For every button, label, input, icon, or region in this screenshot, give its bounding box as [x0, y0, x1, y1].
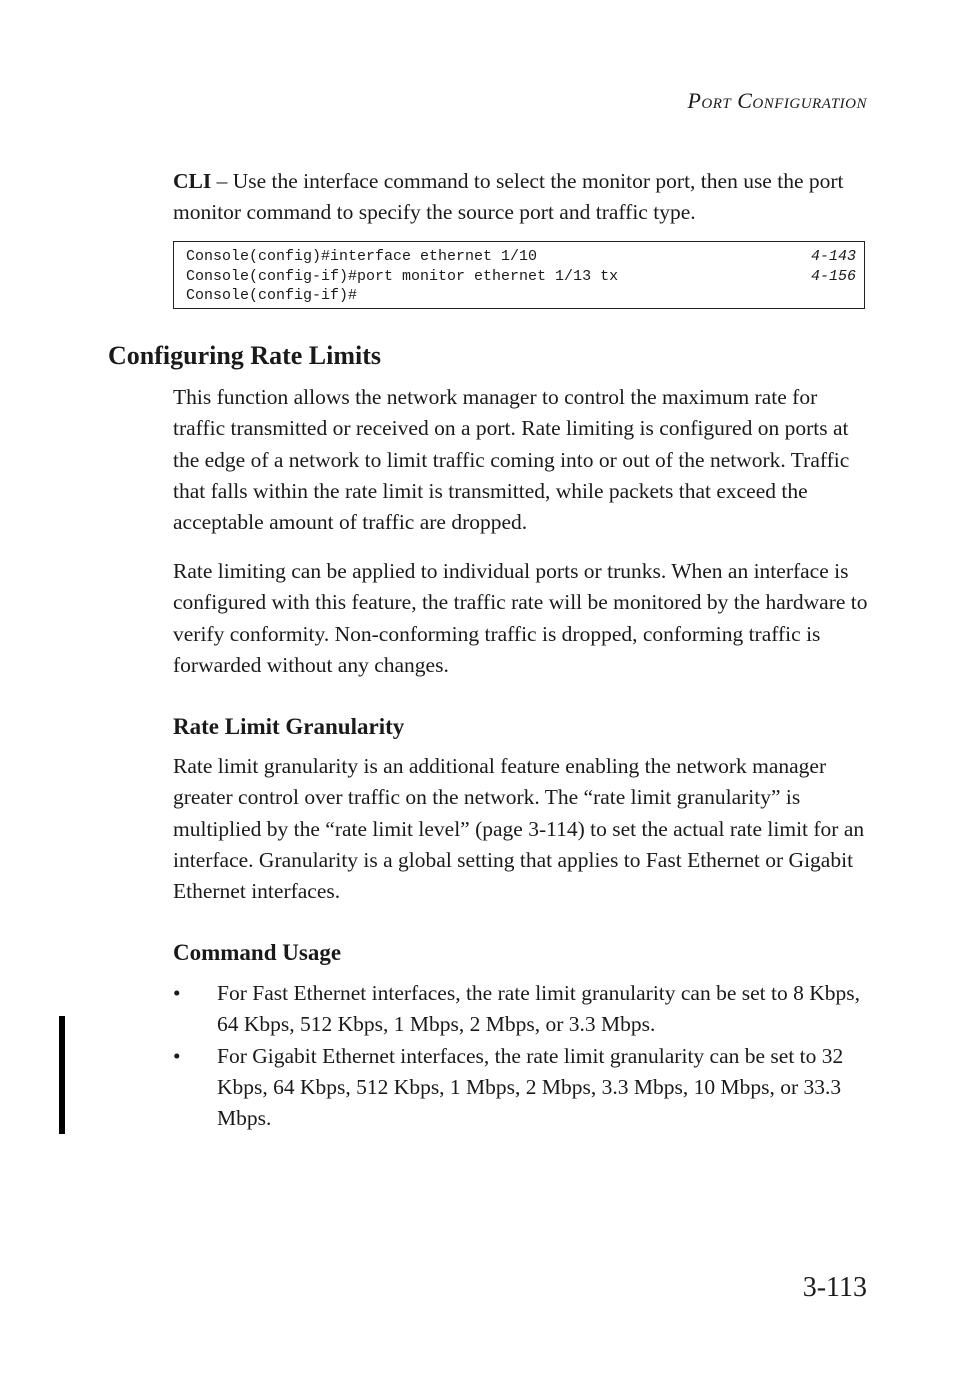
code-block — [173, 241, 865, 309]
granularity-paragraph: Rate limit granularity is an additional feature enabling the network manager greater control over traffic on the network. The “rate limit granularity” is multiplied by the “rate limit level” (page 3-114) to set the actual rate limit for an interface. Granularity is a global setting that applies to Fast Ethernet or Gigabit Ethernet interfaces. — [173, 754, 865, 904]
code-command: Console(config-if)# — [186, 287, 358, 304]
code-page-ref: 4-156 — [810, 267, 856, 285]
code-command: Console(config-if)#port monitor ethernet 1/13 tx — [186, 267, 619, 285]
cli-label: CLI — [173, 169, 212, 193]
page-number: 3-113 — [802, 1272, 867, 1303]
code-line — [186, 247, 856, 267]
cli-intro-paragraph — [173, 166, 873, 229]
code-line — [186, 267, 856, 287]
code-page-ref: 4-143 — [810, 248, 856, 265]
command-usage-list — [173, 978, 873, 1134]
change-bar — [59, 1016, 65, 1134]
granularity-title: Rate Limit Granularity — [173, 714, 405, 739]
list-item — [173, 978, 873, 1041]
list-item-text: For Gigabit Ethernet interfaces, the rate limit granularity can be set to 32 Kbps, 64 Kbps, 512 Kbps, 1 Mbps, 2 Mbps, 3.3 Mbps, 10 Mbps, or 33.3 Mbps. — [217, 1043, 844, 1131]
section-paragraph-2: Rate limiting can be applied to individual ports or trunks. When an interface is configured with this feature, the traffic rate will be monitored by the hardware to verify conformity. Non-conforming traffic is dropped, conforming traffic is forwarded without any changes. — [173, 559, 868, 677]
section-title: Configuring Rate Limits — [108, 341, 381, 370]
code-command: Console(config)#interface ethernet 1/10 — [186, 248, 538, 265]
running-header: Port Configuration — [687, 88, 867, 113]
list-item-text: For Fast Ethernet interfaces, the rate limit granularity can be set to 8 Kbps, 64 Kbps, 512 Kbps, 1 Mbps, 2 Mbps, or 3.3 Mbps. — [217, 981, 861, 1037]
cli-intro-text: – Use the interface command to select the monitor port, then use the port monitor command to specify the source port and traffic type. — [173, 169, 844, 225]
bullet-icon: • — [173, 1043, 181, 1068]
bullet-icon: • — [173, 981, 181, 1005]
command-usage-title: Command Usage — [173, 940, 342, 965]
section-paragraph-1: This function allows the network manager to control the maximum rate for traffic transmitted or received on a port. Rate limiting is configured on ports at the edge of a network to limit traffic coming into or out of the network. Traffic that falls within the rate limit is transmitted, while packets that exceed the acceptable amount of traffic are dropped. — [173, 385, 850, 535]
code-line — [186, 286, 856, 306]
list-item — [173, 1041, 873, 1135]
